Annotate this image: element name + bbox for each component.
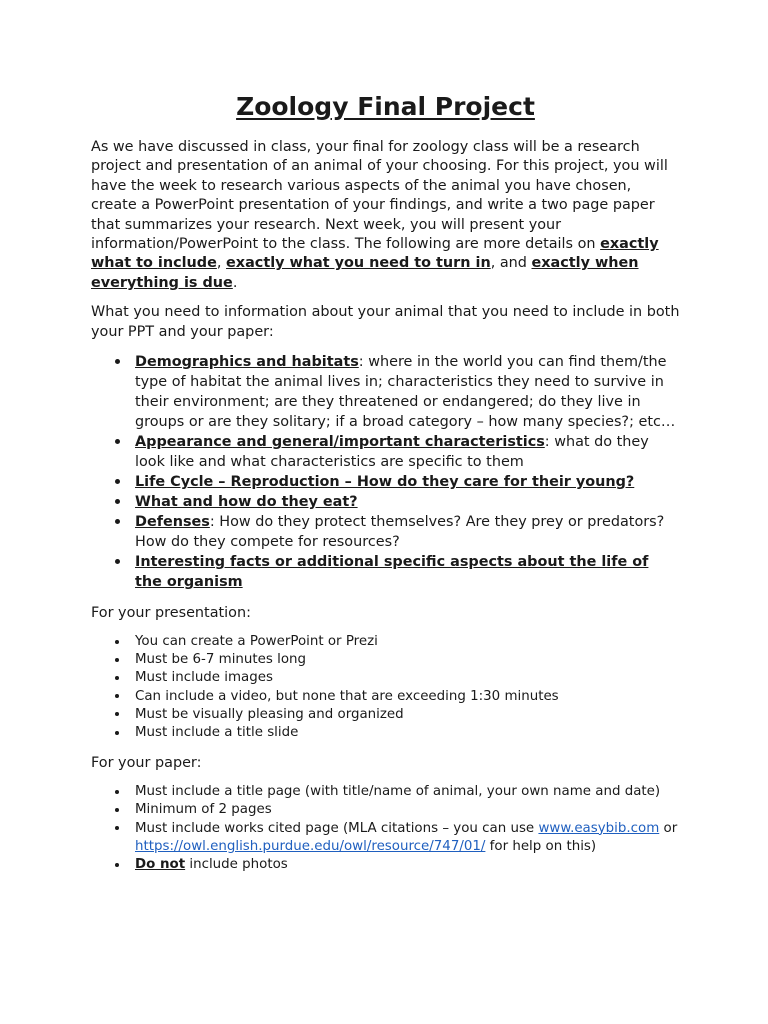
list-item xyxy=(135,432,680,472)
list-item xyxy=(135,820,680,856)
requirement-head: What and how do they eat? xyxy=(135,494,358,511)
list-item: Can include a video, but none that are exceeding 1:30 minutes xyxy=(135,688,680,706)
list-item: Minimum of 2 pages xyxy=(135,801,680,819)
list-item: Must be 6-7 minutes long xyxy=(135,651,680,669)
intro-emphasis-include: exactly what to include xyxy=(91,236,659,272)
list-item xyxy=(135,856,680,874)
do-not-emphasis: Do not xyxy=(135,857,186,873)
intro-emphasis-turn-in: exactly what you need to turn in xyxy=(226,255,491,272)
paper-heading: For your paper: xyxy=(91,755,202,772)
list-item: You can create a PowerPoint or Prezi xyxy=(135,633,680,651)
list-item xyxy=(135,492,680,512)
works-cited-text: or xyxy=(659,820,678,836)
requirement-text: : where in the world you can find them/the type of habitat the animal lives in; characteristics they need to survive in their environment; are they threatened or endangered; do they live in groups or are they solitary; if a broad category – how many species?; etc… xyxy=(135,354,676,431)
page-title: Zoology Final Project xyxy=(236,92,535,121)
list-item xyxy=(135,552,680,592)
works-cited-text: Must include works cited page (MLA citations – you can use xyxy=(135,820,539,836)
purdue-owl-link[interactable]: https://owl.english.purdue.edu/owl/resource/747/01/ xyxy=(135,838,486,854)
list-item: Must include images xyxy=(135,669,680,687)
list-item xyxy=(135,512,680,552)
photos-text: include photos xyxy=(185,857,288,873)
intro-end: . xyxy=(232,274,238,291)
list-item: Must include a title slide xyxy=(135,724,680,742)
requirement-head: Interesting facts or additional specific aspects about the life of the organism xyxy=(135,554,649,591)
requirement-head: Appearance and general/important characteristics xyxy=(135,434,545,451)
intro-text: As we have discussed in class, your final for zoology class will be a research project and presentation of an animal of your choosing. For this project, you will have the week to research various aspects of the animal you have chosen, create a PowerPoint presentation of your findings, and write a two page paper that summarizes your research. Next week, you will present your information/PowerPoint to the class. The following are more details on xyxy=(91,139,668,253)
requirement-text: : How do they protect themselves? Are they prey or predators? How do they compete for resources? xyxy=(135,514,665,551)
intro-separator: , xyxy=(216,255,227,272)
requirements-intro: What you need to information about your animal that you need to include in both your PPT and your paper: xyxy=(91,304,680,340)
intro-paragraph xyxy=(91,138,680,293)
paper-list xyxy=(91,783,680,874)
presentation-list xyxy=(91,633,680,742)
list-item xyxy=(135,352,680,432)
requirement-head: Defenses xyxy=(135,514,210,531)
list-item: Must be visually pleasing and organized xyxy=(135,706,680,724)
intro-emphasis-due: exactly when everything is due xyxy=(91,255,639,291)
easybib-link[interactable]: www.easybib.com xyxy=(538,820,660,836)
works-cited-text: for help on this) xyxy=(485,838,597,854)
presentation-heading: For your presentation: xyxy=(91,605,251,622)
list-item: Must include a title page (with title/name of animal, your own name and date) xyxy=(135,783,680,801)
requirement-head: Demographics and habitats xyxy=(135,354,359,371)
intro-separator: , and xyxy=(490,255,532,272)
requirement-text: : what do they look like and what characteristics are specific to them xyxy=(135,434,649,471)
requirement-head: Life Cycle – Reproduction – How do they care for their young? xyxy=(135,474,635,491)
list-item xyxy=(135,472,680,492)
requirements-list xyxy=(91,352,680,592)
